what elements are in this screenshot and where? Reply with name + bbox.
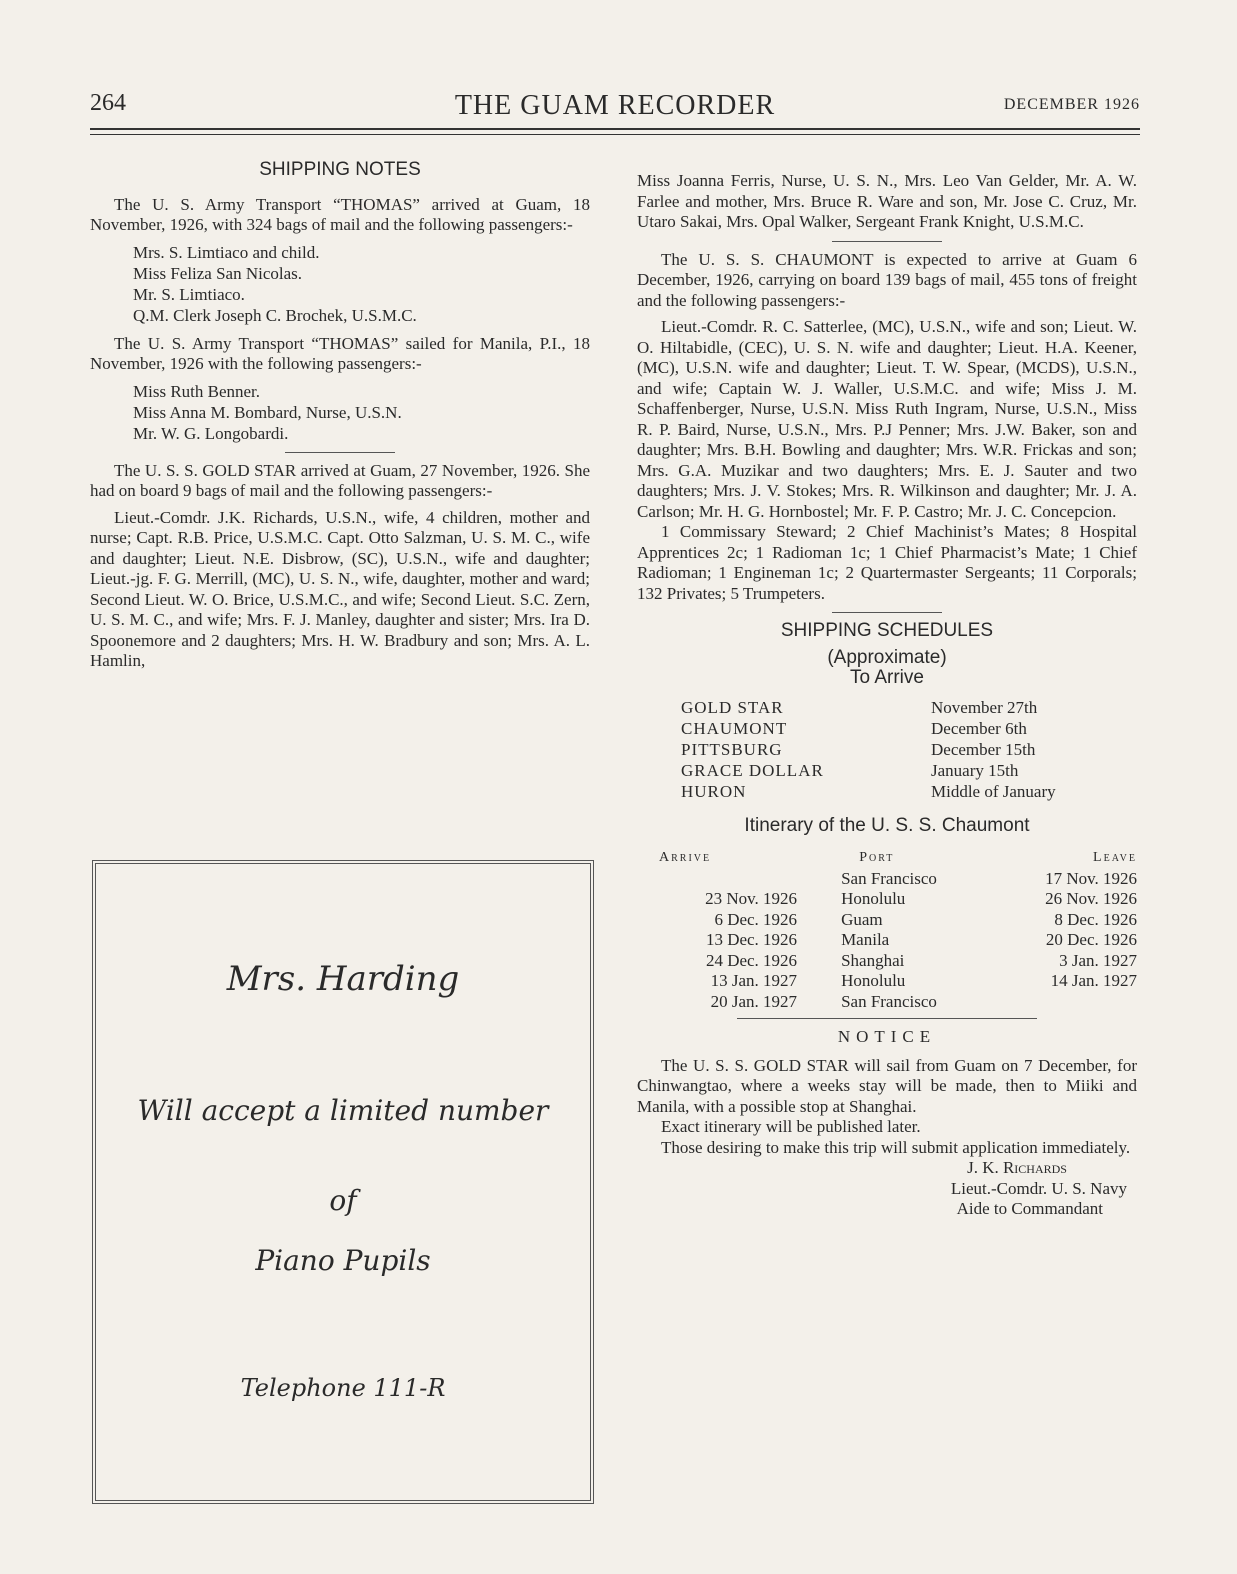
itinerary-header-row: Arrive Port Leave (659, 850, 1137, 865)
itinerary-row: San Francisco 17 Nov. 1926 (841, 868, 1137, 888)
itinerary-row: 24 Dec. 1926 Shanghai 3 Jan. 1927 (705, 950, 1137, 970)
section-divider (737, 1018, 1037, 1019)
itinerary-heading: Itinerary of the U. S. S. Chaumont (744, 814, 1030, 836)
signature-title: Aide to Commandant (956, 1199, 1103, 1218)
passenger-item: Mr. W. G. Longobardi. (133, 423, 289, 443)
itinerary-row: 13 Dec. 1926 Manila 20 Dec. 1926 (705, 930, 1137, 949)
thomas-arrival-passengers (90, 242, 590, 326)
schedule-row: CHAUMONT December 6th (681, 718, 1027, 738)
schedule-row: GRACE DOLLAR January 15th (681, 760, 1019, 780)
page-number: 264 (90, 90, 126, 116)
ad-name: Mrs. Harding (226, 959, 460, 999)
itinerary-row: 23 Nov. 1926 Honolulu 26 Nov. 1926 (705, 889, 1137, 908)
section-divider (832, 241, 942, 242)
schedules-subheading: (Approximate) (827, 646, 947, 668)
passenger-continuation: Miss Joanna Ferris, Nurse, U. S. N., Mrs. Leo Van Gelder, Mr. A. W. Farlee and mother, Mrs. Bruce R. Ware and son, Mr. Jose C. Cruz, Mr. Utaro Sakai, Mrs. Opal Walker, Sergeant Frank Knight, U.S.M.C. (637, 171, 1137, 231)
passenger-item: Miss Anna M. Bombard, Nurse, U.S.N. (133, 402, 402, 422)
thomas-arrival-paragraph: The U. S. Army Transport “THOMAS” arrived at Guam, 18 November, 1926, with 324 bags of mail and the following passengers:- (90, 194, 590, 234)
section-divider (832, 612, 942, 613)
piano-lessons-ad (92, 860, 594, 1504)
publication-title: THE GUAM RECORDER (454, 90, 776, 121)
notice-heading: NOTICE (837, 1027, 937, 1046)
chaumont-passengers-paragraph: Lieut.-Comdr. R. C. Satterlee, (MC), U.S.N., wife and son; Lieut. W. O. Hiltabidle, (CEC), U. S. N. wife and daughter; Lieut. H.A. Keener, (MC), U.S.N. wife and daughter; Lieut. T. W. Spear, (MCDS), U.S.N., and wife; Captain W. J. Waller, U.S.M.C. and wife; Miss J. M. Schaffenberger, Nurse, U.S.N. Miss Ruth Ingram, Nurse, U.S.N., Miss R. P. Baird, Nurse, U.S.N., Mrs. P.J Penner; Mrs. J.W. Baker, son and daughter; Mrs. B.H. Bowling and daughter; Mrs. W.R. Frickas and son; Mrs. G.A. Muzikar and two daughters; Mrs. E. J. Sauter and two daughters; Mrs. J. V. Stokes; Mrs. R. Wilkinson and daughter; Mr. J. A. Carlson; Mr. H. G. Hornbostel; Mr. F. P. Castro; Mr. J. C. Concepcion. (637, 317, 1137, 521)
issue-date: DECEMBER 1926 (1003, 96, 1140, 113)
thomas-sailing-passengers (90, 381, 590, 444)
section-divider (285, 452, 395, 453)
arrival-schedule (681, 697, 1137, 802)
schedule-row: HURON Middle of January (681, 781, 1056, 801)
schedules-subheading: To Arrive (850, 667, 924, 688)
gold-star-passengers-paragraph: Lieut.-Comdr. J.K. Richards, U.S.N., wife, 4 children, mother and nurse; Capt. R.B. Price, U.S.M.C. Capt. Otto Salzman, U. S. M. C., wife and daughter; Lieut. N.E. Disbrow, (SC), U.S.N., wife and daughter; Lieut.-jg. F. G. Merrill, (MC), U. S. N., wife, daughter, mother and ward; Second Lieut. W. O. Brice, U.S.M.C., and wife; Second Lieut. S.C. Zern, U. S. M. C., and wife; Mrs. F. J. Manley, daughter and sister; Mrs. Ira D. Spoonemore and 2 daughters; Mrs. H. W. Bradbury and son; Mrs. A. L. Hamlin, (90, 507, 590, 670)
notice-paragraph: Those desiring to make this trip will submit application immediately. (661, 1137, 1131, 1157)
ad-line: Piano Pupils (255, 1244, 431, 1277)
header-rule-thin (90, 134, 1140, 135)
itinerary-row: 20 Jan. 1927 San Francisco (710, 991, 937, 1011)
chaumont-enlisted-paragraph: 1 Commissary Steward; 2 Chief Machinist’s Mates; 8 Hospital Apprentices 2c; 1 Radioman 1c; 1 Chief Pharmacist’s Mate; 1 Chief Radioman; 1 Engineman 1c; 2 Quartermaster Sergeants; 11 Corporals; 132 Privates; 5 Trumpeters. (637, 522, 1137, 603)
schedule-row: GOLD STAR November 27th (681, 697, 1038, 717)
thomas-sailing-paragraph: The U. S. Army Transport “THOMAS” sailed for Manila, P.I., 18 November, 1926 with the following passengers:- (90, 333, 590, 373)
chaumont-expected-paragraph: The U. S. S. CHAUMONT is expected to arrive at Guam 6 December, 1926, carrying on board 139 bags of mail, 455 tons of freight and the following passengers:- (637, 249, 1137, 310)
left-column (90, 160, 590, 672)
shipping-notes-heading: SHIPPING NOTES (259, 159, 421, 180)
passenger-item: Miss Feliza San Nicolas. (133, 263, 303, 283)
itinerary-row: 6 Dec. 1926 Guam 8 Dec. 1926 (714, 909, 1137, 929)
notice-paragraph: Exact itinerary will be published later. (661, 1117, 921, 1136)
schedule-row: PITTSBURG December 15th (681, 739, 1036, 759)
itinerary-table (637, 848, 1137, 1012)
gold-star-arrival-paragraph: The U. S. S. GOLD STAR arrived at Guam, 27 November, 1926. She had on board 9 bags of mail and the following passengers:- (90, 460, 590, 500)
header-rule (90, 128, 1140, 130)
ad-telephone: Telephone 111-R (240, 1374, 446, 1402)
notice-paragraph: The U. S. S. GOLD STAR will sail from Guam on 7 December, for Chinwangtao, where a weeks stay will be made, then to Miiki and Manila, with a possible stop at Shanghai. (637, 1055, 1137, 1116)
itinerary-row: 13 Jan. 1927 Honolulu 14 Jan. 1927 (710, 971, 1137, 990)
schedules-heading: SHIPPING SCHEDULES (780, 620, 994, 641)
signature-rank: Lieut.-Comdr. U. S. Navy (950, 1178, 1127, 1198)
passenger-item: Miss Ruth Benner. (133, 381, 261, 401)
ad-line: of (329, 1184, 357, 1217)
right-column (637, 171, 1137, 1220)
page-header (90, 90, 1140, 126)
signature-name: J. K. Richards (967, 1158, 1067, 1177)
passenger-item: Q.M. Clerk Joseph C. Brochek, U.S.M.C. (133, 305, 417, 325)
passenger-item: Mrs. S. Limtiaco and child. (133, 242, 320, 262)
ad-line: Will accept a limited number (137, 1094, 549, 1127)
passenger-item: Mr. S. Limtiaco. (133, 284, 245, 304)
